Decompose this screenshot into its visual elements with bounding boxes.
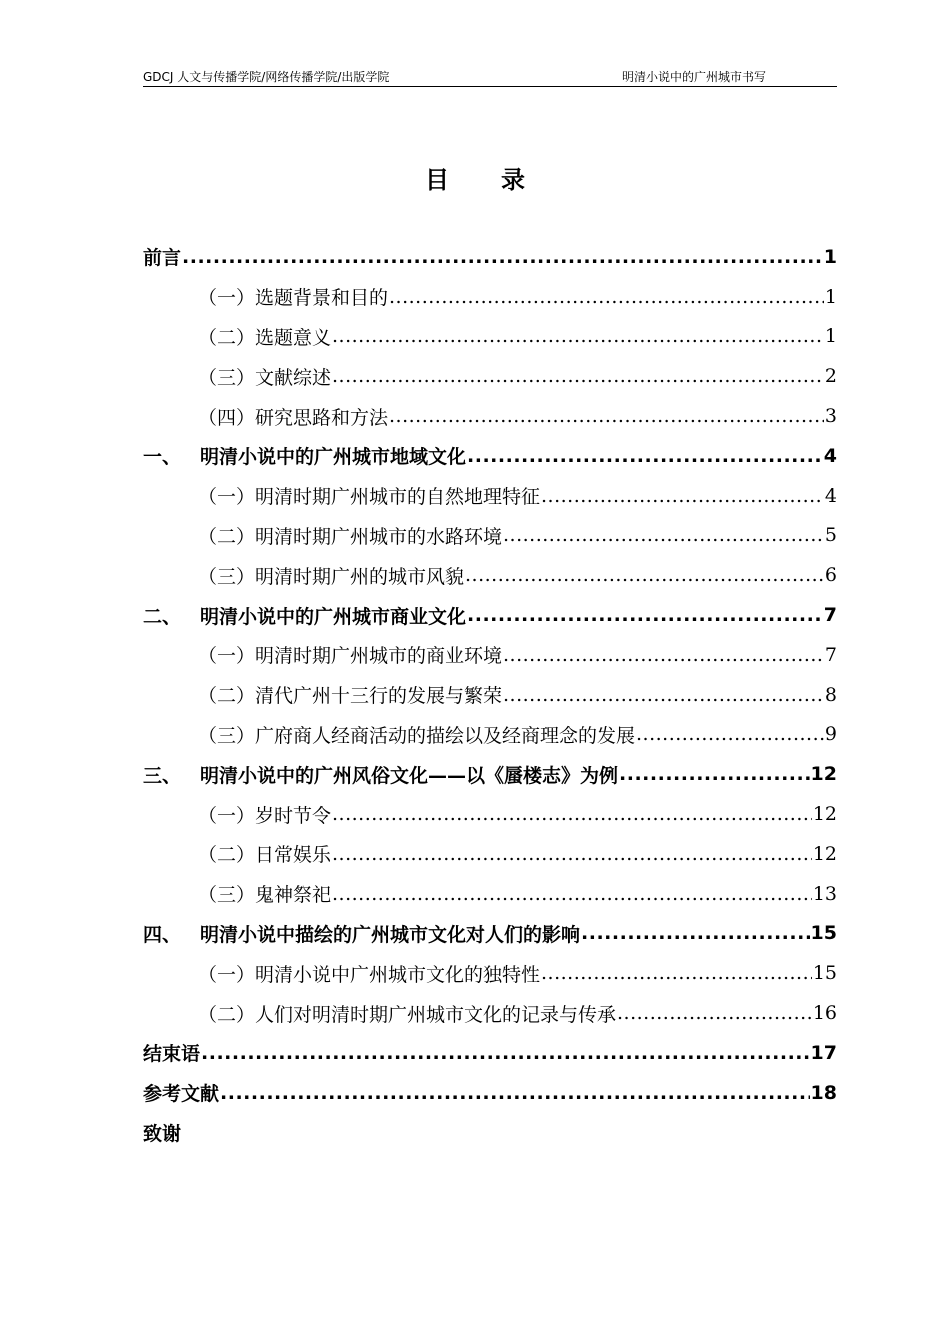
toc-leader-dots <box>201 1042 810 1064</box>
toc-entry-page: 7 <box>823 604 837 627</box>
toc-entry[interactable] <box>143 555 837 595</box>
toc-entry-page: 8 <box>824 683 837 706</box>
toc-entry-page: 15 <box>812 962 837 985</box>
toc-leader-dots <box>503 524 824 546</box>
toc-entry-text: （二）日常娱乐 <box>198 844 332 867</box>
toc-leader-dots <box>581 922 810 944</box>
toc-entry-page: 16 <box>812 1002 837 1025</box>
toc-entry[interactable] <box>143 436 837 476</box>
toc-entry-text: （一）选题背景和目的 <box>198 287 389 310</box>
toc-leader-dots <box>389 405 824 427</box>
toc-entry-text: （三）文献综述 <box>198 366 332 389</box>
toc-entry-page: 12 <box>810 763 837 786</box>
toc-entry[interactable] <box>143 834 837 874</box>
toc-leader-dots <box>332 843 812 865</box>
toc-entry-page: 1 <box>823 245 837 268</box>
toc-entry[interactable] <box>143 754 837 794</box>
toc-entry-page: 2 <box>824 365 837 388</box>
toc-entry-text: （四）研究思路和方法 <box>198 406 389 429</box>
toc-leader-dots <box>332 803 812 825</box>
toc-entry-page: 7 <box>824 643 837 666</box>
toc-entry-text: （三）广府商人经商活动的描绘以及经商理念的发展 <box>198 724 636 747</box>
toc-leader-dots <box>332 883 812 905</box>
toc-leader-dots <box>220 1082 810 1104</box>
table-of-contents <box>143 237 837 1152</box>
toc-entry-text: 前言 <box>143 247 182 270</box>
toc-entry-page: 3 <box>824 405 837 428</box>
toc-entry-text: （三）鬼神祭祀 <box>198 884 332 907</box>
toc-entry[interactable] <box>143 635 837 675</box>
toc-entry-text: （一）岁时节令 <box>198 804 332 827</box>
toc-entry[interactable] <box>143 476 837 516</box>
toc-entry[interactable] <box>143 1033 837 1073</box>
toc-leader-dots <box>332 325 824 347</box>
toc-entry[interactable] <box>143 277 837 317</box>
toc-entry-text: 参考文献 <box>143 1083 220 1106</box>
toc-entry-page: 13 <box>812 882 837 905</box>
header-right-text: 明清小说中的广州城市书写 <box>622 70 767 84</box>
toc-entry-text: 明清小说中描绘的广州城市文化对人们的影响 <box>200 923 581 946</box>
toc-entry-page: 6 <box>824 564 837 587</box>
toc-leader-dots <box>332 365 824 387</box>
toc-entry-number: 四、 <box>143 923 182 946</box>
toc-entry-text: 明清小说中的广州风俗文化——以《蜃楼志》为例 <box>200 764 619 787</box>
toc-leader-dots <box>389 286 824 308</box>
toc-entry-page: 12 <box>812 842 837 865</box>
toc-entry-number: 一、 <box>143 446 182 469</box>
toc-entry[interactable] <box>143 356 837 396</box>
toc-leader-dots <box>182 246 823 268</box>
toc-entry[interactable] <box>143 237 837 277</box>
toc-leader-dots <box>465 564 824 586</box>
toc-entry-text: （二）人们对明清时期广州城市文化的记录与传承 <box>198 1003 617 1026</box>
toc-entry[interactable] <box>143 953 837 993</box>
toc-entry-page: 1 <box>824 325 837 348</box>
toc-leader-dots <box>617 1002 812 1024</box>
toc-entry-text: （一）明清小说中广州城市文化的独特性 <box>198 963 541 986</box>
toc-entry[interactable] <box>143 516 837 556</box>
toc-entry-page: 15 <box>810 922 837 945</box>
toc-leader-dots <box>467 445 823 467</box>
toc-entry[interactable] <box>143 317 837 357</box>
toc-entry-text: （三）明清时期广州的城市风貌 <box>198 565 465 588</box>
toc-leader-dots <box>503 644 824 666</box>
toc-entry-page: 12 <box>812 803 837 826</box>
header-left-text: GDCJ 人文与传播学院/网络传播学院/出版学院 <box>143 70 390 84</box>
toc-entry-text: 致谢 <box>143 1122 182 1145</box>
toc-entry-page: 4 <box>824 484 837 507</box>
toc-entry[interactable] <box>143 874 837 914</box>
toc-entry-number: 二、 <box>143 605 182 628</box>
toc-entry[interactable] <box>143 1073 837 1113</box>
toc-entry-number: 三、 <box>143 764 182 787</box>
toc-entry[interactable] <box>143 675 837 715</box>
toc-entry[interactable] <box>143 794 837 834</box>
toc-entry-page: 17 <box>810 1041 837 1064</box>
toc-entry-text: 结束语 <box>143 1043 201 1066</box>
toc-entry-page: 18 <box>810 1081 837 1104</box>
toc-entry-page: 5 <box>824 524 837 547</box>
toc-entry-text: （一）明清时期广州城市的自然地理特征 <box>198 486 541 509</box>
toc-entry[interactable] <box>143 1113 837 1153</box>
toc-leader-dots <box>619 763 810 785</box>
toc-entry[interactable] <box>143 595 837 635</box>
toc-entry-page: 9 <box>824 723 837 746</box>
toc-entry[interactable] <box>143 993 837 1033</box>
toc-entry-page: 4 <box>823 444 837 467</box>
toc-leader-dots <box>541 962 812 984</box>
toc-entry[interactable] <box>143 914 837 954</box>
toc-entry-text: 明清小说中的广州城市商业文化 <box>200 605 467 628</box>
toc-entry-text: （一）明清时期广州城市的商业环境 <box>198 645 503 668</box>
toc-leader-dots <box>467 604 823 626</box>
toc-entry-page: 1 <box>824 285 837 308</box>
toc-entry-text: （二）选题意义 <box>198 326 332 349</box>
toc-entry[interactable] <box>143 396 837 436</box>
toc-leader-dots <box>503 684 824 706</box>
page-title: 目录 <box>425 166 577 194</box>
toc-entry-text: 明清小说中的广州城市地域文化 <box>200 446 467 469</box>
toc-leader-dots <box>541 485 824 507</box>
page-header <box>143 66 837 87</box>
toc-leader-dots <box>636 723 824 745</box>
toc-entry-text: （二）明清时期广州城市的水路环境 <box>198 525 503 548</box>
toc-entry[interactable] <box>143 715 837 755</box>
toc-entry-text: （二）清代广州十三行的发展与繁荣 <box>198 685 503 708</box>
